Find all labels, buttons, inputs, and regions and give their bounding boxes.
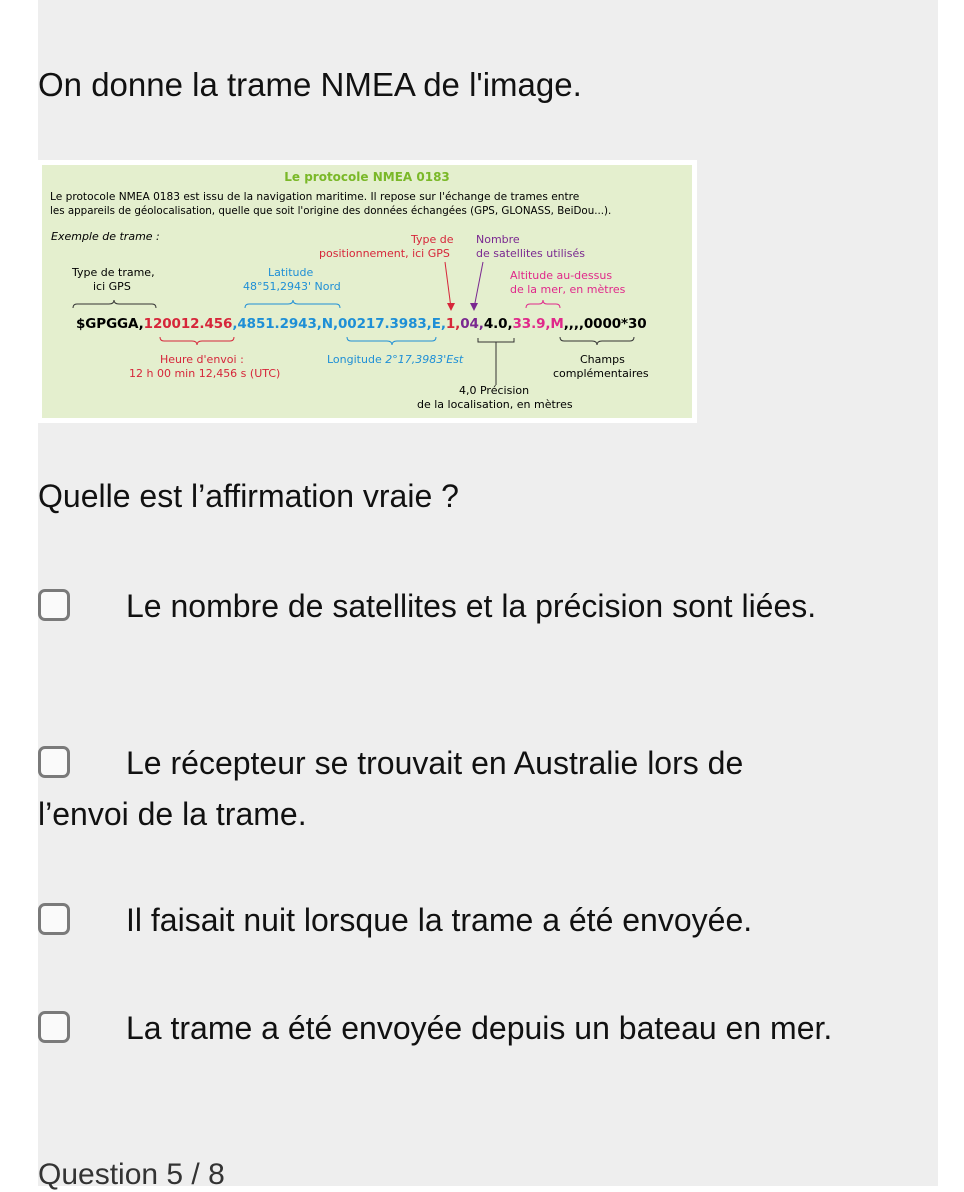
frame-time: 120012.456 <box>143 316 233 332</box>
annot-heure-1: Heure d'envoi : <box>160 353 244 366</box>
option-2-checkbox[interactable] <box>38 746 70 778</box>
frame-lat: ,4851.2943,N, <box>232 316 339 332</box>
annotation-lines <box>42 165 692 418</box>
frame-alt: 33.9,M <box>512 316 564 332</box>
arrow-type-pos-line <box>445 262 451 308</box>
option-4-checkbox[interactable] <box>38 1011 70 1043</box>
annot-longitude <box>327 353 463 366</box>
option-2-label: Le récepteur se trouvait en Australie lors de l’envoi de la trame. <box>38 745 744 832</box>
figure-title: Le protocole NMEA 0183 <box>284 170 450 184</box>
annot-heure-2: 12 h 00 min 12,456 s (UTC) <box>129 367 281 380</box>
annot-longitude-value: 2°17,3983'Est <box>385 353 464 366</box>
nmea-frame <box>76 316 647 332</box>
option-2[interactable] <box>38 738 838 840</box>
option-1-label: Le nombre de satellites et la précision sont liées. <box>126 588 817 624</box>
brace-heure <box>160 337 234 345</box>
annot-type-trame-2: ici GPS <box>93 280 131 293</box>
brace-altitude <box>526 300 560 308</box>
brace-champs <box>560 337 634 345</box>
annot-precision-2: de la localisation, en mètres <box>417 398 573 411</box>
annot-nombre-2: de satellites utilisés <box>476 247 585 260</box>
frame-fix: 1, <box>445 316 461 332</box>
prompt-text: Quelle est l’affirmation vraie ? <box>38 478 459 514</box>
arrow-nombre-head <box>470 303 478 311</box>
frame-lon: 00217.3983,E, <box>338 316 446 332</box>
nmea-figure <box>37 160 697 423</box>
annot-type-pos-2: positionnement, ici GPS <box>319 247 450 260</box>
annot-nombre-1: Nombre <box>476 233 520 246</box>
annot-altitude-1: Altitude au-dessus <box>510 269 613 282</box>
example-label: Exemple de trame : <box>51 230 160 243</box>
frame-type: $GPGGA, <box>76 316 144 332</box>
frame-precision: 4.0, <box>483 316 513 332</box>
figure-intro-1: Le protocole NMEA 0183 est issu de la navigation maritime. Il repose sur l'échange de trames entre <box>50 191 580 203</box>
figure-intro-2: les appareils de géolocalisation, quelle que soit l'origine des données échangées (GPS, GLONASS, BeiDou...). <box>50 205 612 217</box>
question-progress: Question 5 / 8 <box>38 1158 225 1191</box>
annot-latitude-2: 48°51,2943' Nord <box>243 280 341 293</box>
nmea-figure-panel <box>42 165 692 418</box>
option-4[interactable] <box>38 1003 838 1054</box>
option-4-label: La trame a été envoyée depuis un bateau en mer. <box>126 1010 833 1046</box>
option-1-checkbox[interactable] <box>38 589 70 621</box>
brace-latitude <box>245 300 340 308</box>
annot-type-pos-1: Type de <box>411 233 454 246</box>
question-title: On donne la trame NMEA de l'image. <box>38 66 582 103</box>
brace-longitude <box>347 337 436 345</box>
arrow-type-pos-head <box>447 303 455 311</box>
brace-type-trame <box>73 300 156 308</box>
annot-champs-2: complémentaires <box>553 367 649 380</box>
annot-precision-1: 4,0 Précision <box>459 384 530 397</box>
annot-longitude-label: Longitude <box>327 353 382 366</box>
option-3[interactable] <box>38 895 838 946</box>
annot-altitude-2: de la mer, en mètres <box>510 283 626 296</box>
annot-latitude-1: Latitude <box>268 266 314 279</box>
option-3-checkbox[interactable] <box>38 903 70 935</box>
option-1[interactable] <box>38 581 838 632</box>
annot-type-trame-1: Type de trame, <box>72 266 155 279</box>
frame-sats: 04, <box>460 316 484 332</box>
option-3-label: Il faisait nuit lorsque la trame a été envoyée. <box>126 902 753 938</box>
frame-rest: ,,,,0000*30 <box>563 316 647 332</box>
annot-champs-1: Champs <box>580 353 625 366</box>
arrow-nombre-line <box>474 262 483 308</box>
brace-precision <box>478 338 514 385</box>
